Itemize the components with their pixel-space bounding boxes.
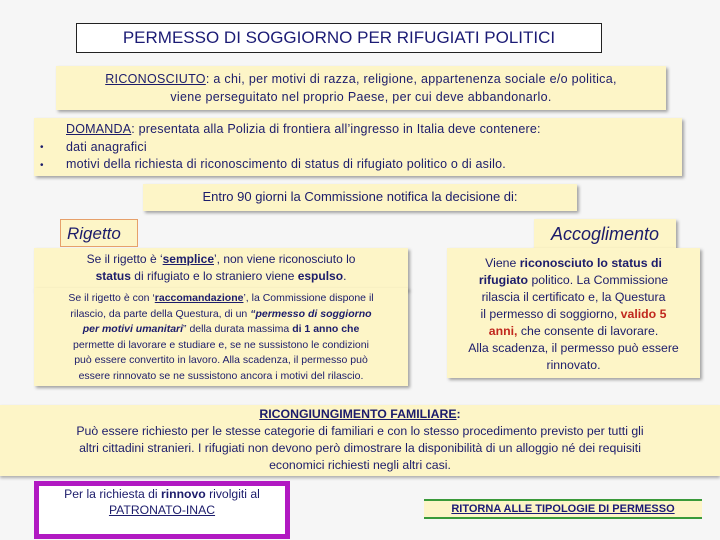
text: può essere convertito in lavoro. Alla scadenza, il permesso può: [74, 354, 368, 366]
text: Alla scadenza, il permesso può essere: [468, 341, 679, 355]
text: rinnovato.: [546, 358, 601, 372]
rigetto-raccomandazione-box: [34, 288, 408, 386]
rigetto-label: Rigetto: [60, 219, 138, 247]
text: di 1 anno che: [292, 323, 360, 335]
text: per motivi umanitari: [82, 323, 184, 335]
patronato-box: [34, 481, 290, 539]
rigetto-semplice-box: [34, 248, 408, 290]
text: .: [343, 269, 347, 283]
entro-box: Entro 90 giorni la Commissione notifica la decisione di:: [143, 184, 577, 211]
riconosciuto-text: : a chi, per motivi di razza, religione, appartenenza sociale e/o politica,: [205, 72, 617, 86]
text: anni,: [488, 324, 518, 338]
text: rivolgiti al: [205, 487, 260, 501]
list-item: dati anagrafici: [66, 139, 147, 154]
text: permette di lavorare e studiare e, se ne sussistono le condizioni: [73, 338, 369, 351]
text: essere rinnovato se ne sussistono ancora i motivi del rilascio.: [78, 369, 364, 382]
text: valido 5: [620, 307, 667, 321]
text: Per la richiesta di: [64, 487, 161, 501]
page-title: PERMESSO DI SOGGIORNO PER RIFUGIATI POLITICI: [76, 23, 602, 53]
domanda-box: [34, 118, 682, 176]
text: riconosciuto lo status di: [519, 256, 662, 270]
text: ” della durata massima: [183, 323, 293, 335]
text: :: [456, 407, 461, 421]
accoglimento-label: Accoglimento: [534, 219, 676, 249]
ritorna-link[interactable]: RITORNA ALLE TIPOLOGIE DI PERMESSO: [424, 499, 702, 519]
domanda-text: : presentata alla Polizia di frontiera all’ingresso in Italia deve contenere:: [131, 122, 541, 136]
ricongiungimento-label: RICONGIUNGIMENTO FAMILIARE: [259, 407, 457, 421]
raccomandazione-word: raccomandazione: [154, 292, 244, 304]
accoglimento-box: [447, 248, 700, 378]
text: rilascio, da parte della Questura, di un: [70, 307, 251, 320]
text: status: [95, 269, 131, 283]
list-item: motivi della richiesta di riconoscimento di status di rifugiato politico o di asilo.: [66, 157, 506, 171]
patronato-link[interactable]: PATRONATO-INAC: [108, 503, 216, 517]
semplice-word: semplice: [162, 252, 214, 266]
text: rifugiato: [478, 273, 529, 287]
text: espulso: [297, 269, 344, 283]
text: ’, la Commissione dispone il: [243, 292, 374, 304]
text: altri cittadini stranieri. I rifugiati non devono però dimostrare la disponibilità di un alloggio né dei requisiti: [79, 441, 641, 455]
text: Viene: [485, 256, 520, 270]
text: Se il rigetto è con ‘: [68, 292, 155, 304]
text: di rifugiato e lo straniero viene: [130, 269, 298, 283]
riconosciuto-text-2: viene perseguitato nel proprio Paese, per cui deve abbandonarlo.: [170, 90, 552, 104]
ricongiungimento-box: [0, 405, 720, 476]
riconosciuto-label: RICONOSCIUTO: [105, 72, 206, 86]
text: ’, non viene riconosciuto lo: [214, 252, 356, 266]
text: politico. La Commissione: [528, 273, 669, 287]
text: “permesso di soggiorno: [250, 307, 372, 320]
text: rinnovo: [161, 487, 206, 501]
riconosciuto-box: [56, 66, 666, 110]
bullet-markers: • •: [40, 142, 44, 171]
text: il permesso di soggiorno,: [480, 307, 621, 321]
text: rilascia il certificato e, la Questura: [481, 290, 666, 304]
domanda-label: DOMANDA: [66, 122, 132, 136]
text: Se il rigetto è ‘: [86, 252, 163, 266]
text: che consente di lavorare.: [517, 324, 659, 338]
text: economici richiesti negli altri casi.: [269, 458, 451, 472]
text: Può essere richiesto per le stesse categorie di familiari e con lo stesso procedimento previsto per tutti gli: [76, 424, 644, 438]
